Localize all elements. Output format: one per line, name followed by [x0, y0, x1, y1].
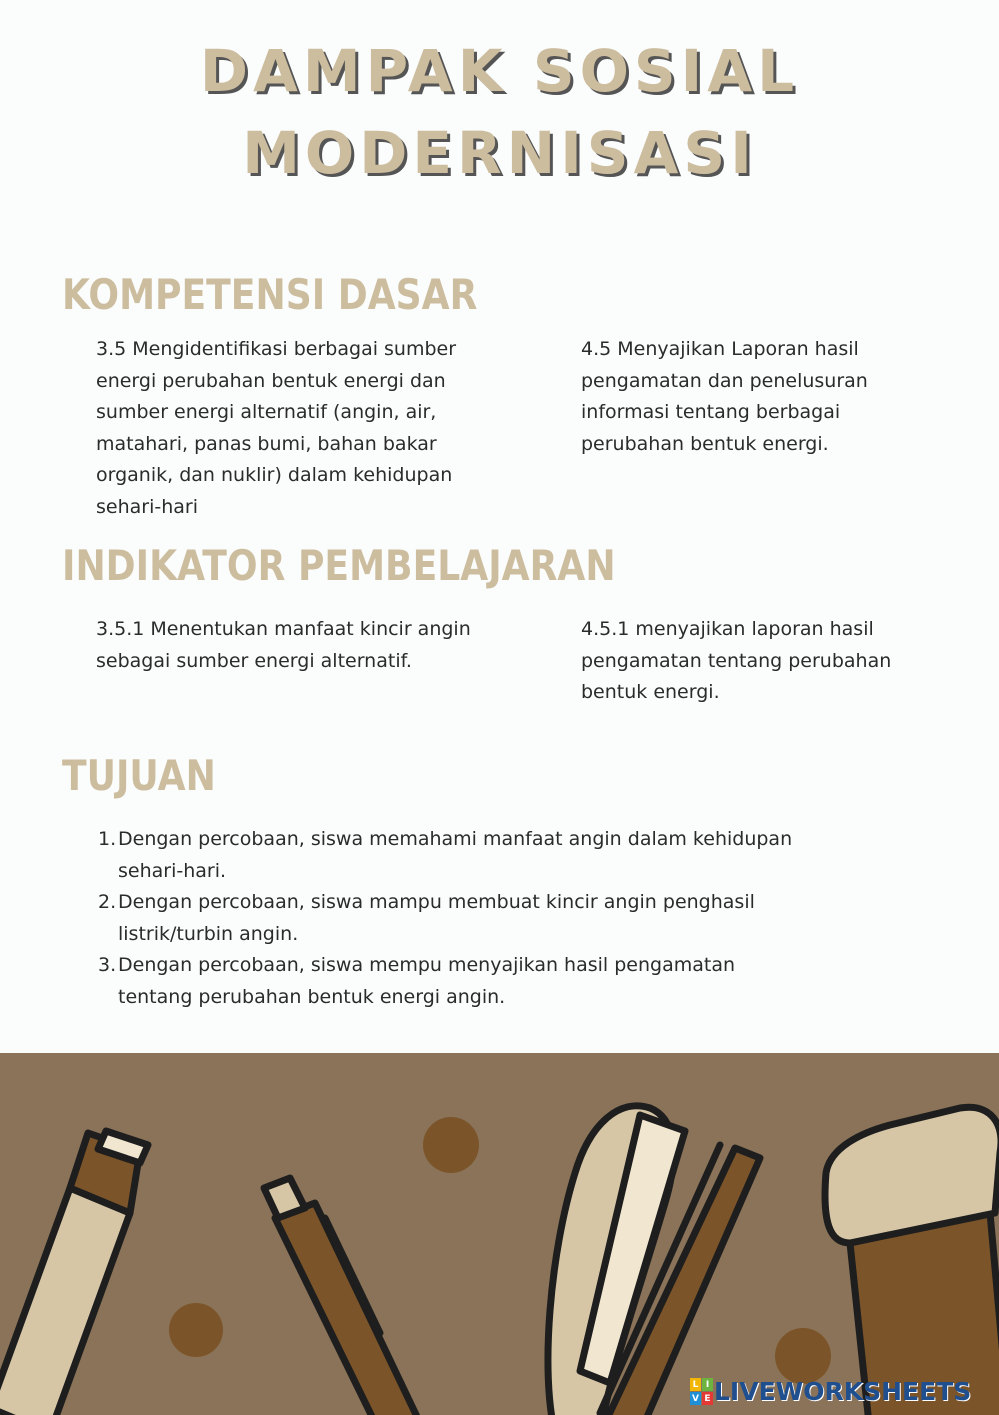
- text-line: listrik/turbin angin.: [118, 922, 299, 945]
- title-line-1: DAMPAK SOSIAL: [199, 37, 800, 105]
- text-line: Dengan percobaan, siswa mampu membuat kincir angin penghasil: [118, 891, 755, 913]
- pen-icon: [264, 1178, 420, 1415]
- list-number: 2.: [98, 891, 117, 913]
- indikator-heading: INDIKATOR PEMBELAJARAN: [62, 541, 616, 590]
- text-line: informasi tentang berbagai: [581, 401, 841, 423]
- indikator-right-text: [581, 614, 991, 709]
- text-line: tentang perubahan bentuk energi angin.: [118, 985, 506, 1008]
- liveworksheets-logo: [690, 1373, 971, 1409]
- dot-shape: [169, 1303, 223, 1357]
- text-line: sehari-hari.: [118, 859, 227, 882]
- text-line: sehari-hari: [96, 495, 198, 518]
- text-line: bentuk energi.: [581, 681, 720, 703]
- brand-logo-letter: L: [690, 1378, 701, 1391]
- decorative-banner: [0, 1053, 999, 1415]
- stapler-icon: [548, 1106, 760, 1415]
- page-title: [0, 30, 999, 194]
- text-line: energi perubahan bentuk energi dan: [96, 369, 446, 392]
- stationery-illustration: [0, 1053, 999, 1415]
- text-line: 3.5 Mengidentifikasi berbagai sumber: [96, 338, 457, 360]
- list-item: [98, 824, 918, 887]
- brand-text: LIVEWORKSHEETS: [714, 1376, 972, 1406]
- text-line: perubahan bentuk energi.: [581, 432, 829, 455]
- list-item: [98, 950, 918, 1013]
- list-number: 3.: [98, 954, 117, 976]
- brand-logo-letter: E: [702, 1392, 713, 1405]
- list-number: 1.: [98, 828, 117, 850]
- kompetensi-right-text: [581, 334, 981, 460]
- text-line: pengamatan dan penelusuran: [581, 369, 868, 392]
- tujuan-list: [98, 824, 918, 1013]
- text-line: matahari, panas bumi, bahan bakar: [96, 432, 437, 455]
- text-line: 3.5.1 Menentukan manfaat kincir angin: [96, 618, 471, 640]
- kompetensi-left-text: [96, 334, 556, 523]
- text-line: Dengan percobaan, siswa mempu menyajikan hasil pengamatan: [118, 954, 736, 976]
- text-line: pengamatan tentang perubahan: [581, 649, 892, 672]
- title-line-2: MODERNISASI: [242, 119, 757, 187]
- text-line: organik, dan nuklir) dalam kehidupan: [96, 464, 453, 486]
- text-line: sebagai sumber energi alternatif.: [96, 649, 412, 672]
- dot-shape: [423, 1117, 479, 1173]
- brand-logo-icon: [690, 1378, 712, 1404]
- text-line: Dengan percobaan, siswa memahami manfaat angin dalam kehidupan: [118, 828, 793, 850]
- brand-logo-letter: I: [702, 1378, 713, 1391]
- eraser-icon: [825, 1107, 999, 1415]
- list-item: [98, 887, 918, 950]
- kompetensi-heading: KOMPETENSI DASAR: [62, 270, 478, 319]
- highlighter-icon: [0, 1131, 148, 1415]
- brand-logo-letter: V: [690, 1392, 701, 1405]
- text-line: sumber energi alternatif (angin, air,: [96, 401, 437, 423]
- text-line: 4.5.1 menyajikan laporan hasil: [581, 618, 874, 640]
- tujuan-heading: TUJUAN: [62, 751, 216, 800]
- text-line: 4.5 Menyajikan Laporan hasil: [581, 338, 859, 360]
- indikator-left-text: [96, 614, 556, 677]
